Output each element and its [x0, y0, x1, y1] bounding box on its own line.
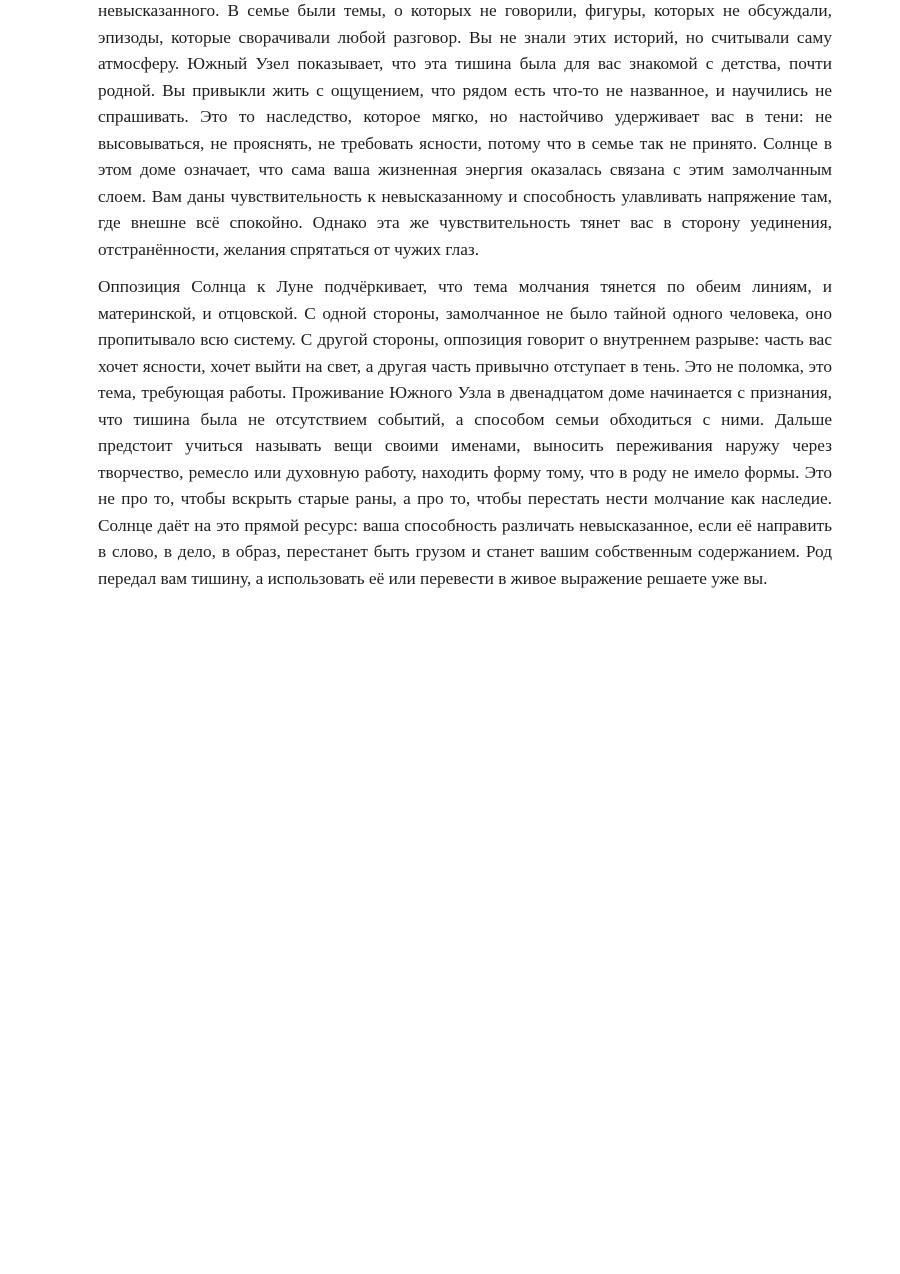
document-page	[98, 0, 832, 603]
paragraph-2: Оппозиция Солнца к Луне подчёркивает, что тема молчания тянется по обеим линиям, и материнской, и отцовской. С одной стороны, замолчанное не было тайной одного человека, оно пропитывало всю систему. С другой стороны, оппозиция говорит о внутреннем разрыве: часть вас хочет ясности, хочет выйти на свет, а другая часть привычно отступает в тень. Это не поломка, это тема, требующая работы. Проживание Южного Узла в двенадцатом доме начинается с признания, что тишина была не отсутствием событий, а способом семьи обходиться с ними. Дальше предстоит учиться называть вещи своими именами, выносить переживания наружу через творчество, ремесло или духовную работу, находить форму тому, что в роду не имело формы. Это не про то, чтобы вскрыть старые раны, а про то, чтобы перестать нести молчание как наследие. Солнце даёт на это прямой ресурс: ваша способность различать невысказанное, если её направить в слово, в дело, в образ, перестанет быть грузом и станет вашим собственным содержанием. Род передал вам тишину, а использовать её или перевести в живое выражение решаете уже вы.	[98, 277, 832, 588]
paragraph-1: невысказанного. В семье были темы, о которых не говорили, фигуры, которых не обсуждали, эпизоды, которые сворачивали любой разговор. Вы не знали этих историй, но считывали саму атмосферу. Южный Узел показывает, что эта тишина была для вас знакомой с детства, почти родной. Вы привыкли жить с ощущением, что рядом есть что-то не названное, и научились не спрашивать. Это то наследство, которое мягко, но настойчиво удерживает вас в тени: не высовываться, не прояснять, не требовать ясности, потому что в семье так не принято. Солнце в этом доме означает, что сама ваша жизненная энергия оказалась связана с этим замолчанным слоем. Вам даны чувствительность к невысказанному и способность улавливать напряжение там, где внешне всё спокойно. Однако эта же чувствительность тянет вас в сторону уединения, отстранённости, желания спрятаться от чужих глаз.	[98, 1, 832, 259]
